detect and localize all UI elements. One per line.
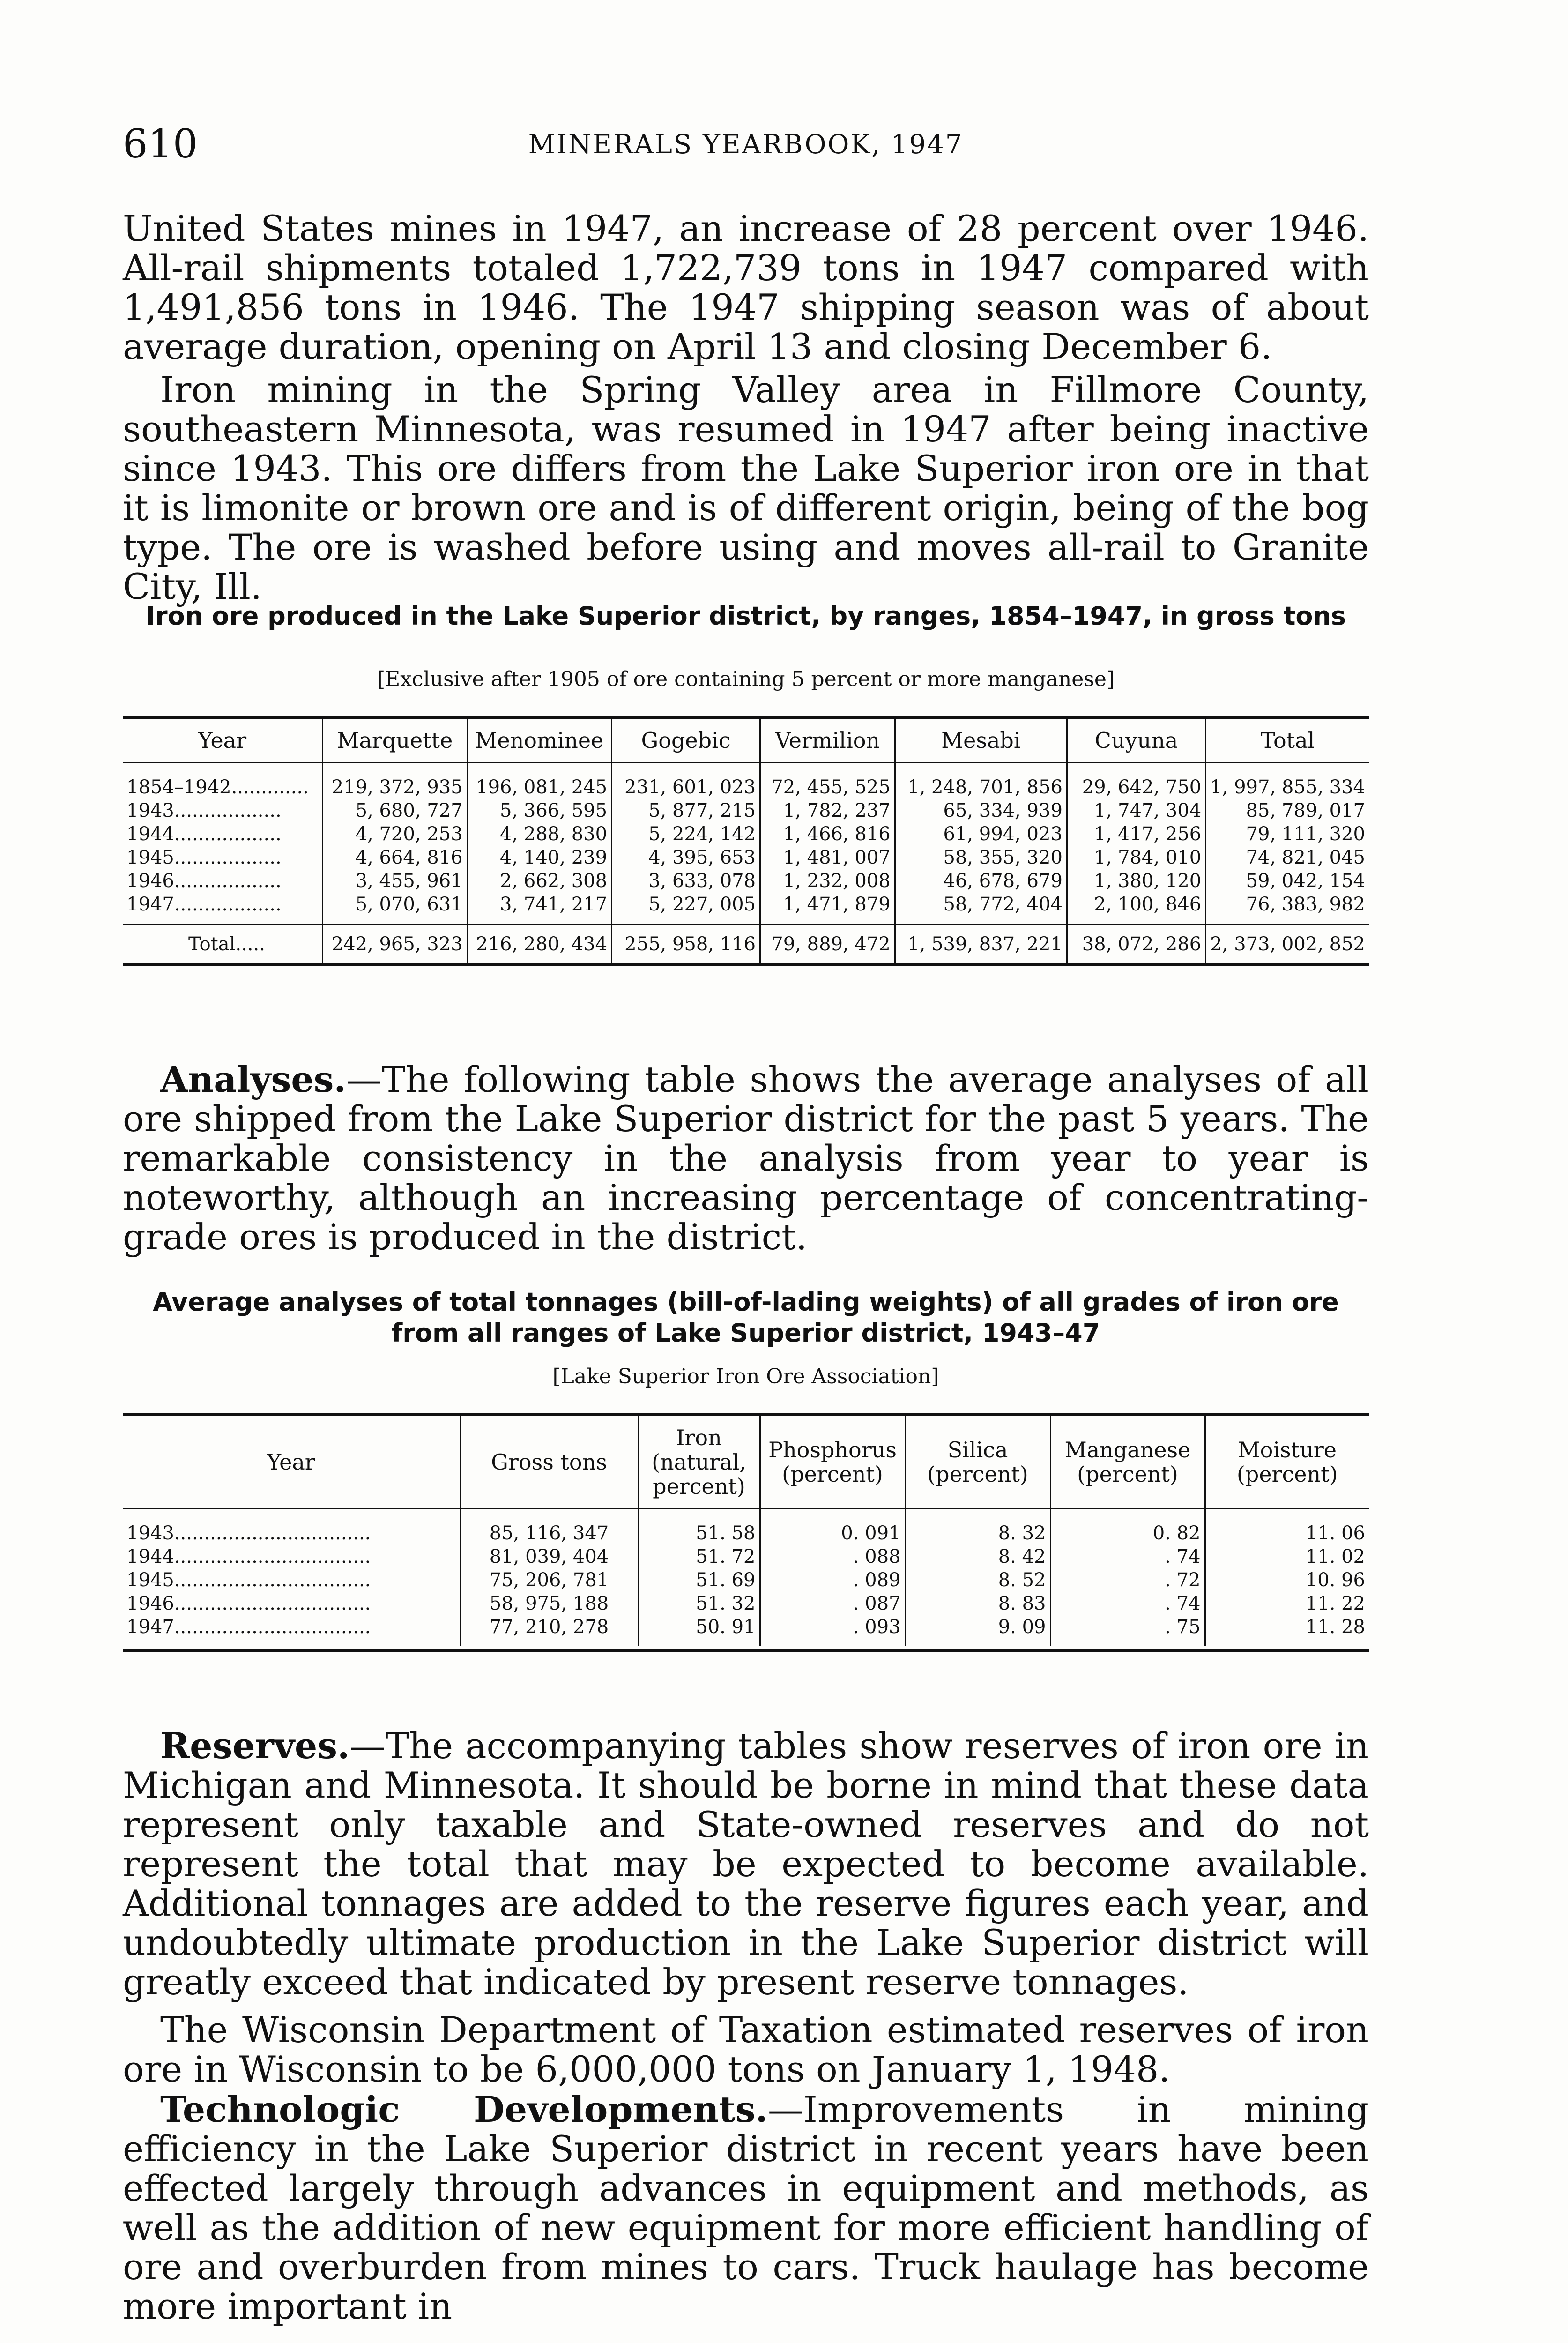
year-cell: 1944................................. — [126, 1546, 371, 1567]
table-row — [123, 799, 1369, 822]
paragraph-technologic — [123, 2090, 1369, 2326]
section-lead-technologic: Technologic Developments. — [160, 2089, 768, 2130]
average-analyses-table — [123, 1413, 1369, 1652]
column-header: Total — [1206, 717, 1369, 763]
table-header-row — [123, 717, 1369, 763]
section-lead-analyses: Analyses. — [160, 1059, 346, 1100]
paragraph-shipments — [123, 209, 1369, 366]
column-header: Gross tons — [460, 1415, 638, 1509]
table-row — [123, 1568, 1369, 1592]
data-cell: 1, 481, 007 — [760, 846, 895, 869]
data-cell: 1, 248, 701, 856 — [895, 763, 1067, 799]
data-cell: . 72 — [1050, 1568, 1205, 1592]
data-cell: 58, 772, 404 — [895, 893, 1067, 925]
year-cell: 1943.................. — [126, 800, 282, 821]
data-cell: 5, 070, 631 — [323, 893, 467, 925]
page-number: 610 — [123, 121, 198, 167]
year-cell: 1945................................. — [126, 1569, 371, 1591]
production-by-ranges-table — [123, 716, 1369, 966]
paragraph-text: —The accompanying tables show reserves of iron ore in Michigan and Minnesota. It should be borne in mind that these data represent only taxable and State-owned reserves and do not represent the total that may be expected to become available. Additional tonnages are added to the reserve figures each year, and undoubtedly ultimate production in the Lake Superior district will greatly exceed that indicated by present reserve tonnages. — [123, 1725, 1369, 2003]
data-cell: 11. 22 — [1205, 1592, 1369, 1615]
data-cell: 72, 455, 525 — [760, 763, 895, 799]
data-cell: 4, 140, 239 — [467, 846, 611, 869]
data-cell: 3, 741, 217 — [467, 893, 611, 925]
data-cell: 8. 52 — [905, 1568, 1050, 1592]
data-cell: 1, 417, 256 — [1067, 822, 1205, 846]
paragraph-text: United States mines in 1947, an increase of 28 percent over 1946. All-rail shipments totaled 1,722,739 tons in 1947 compared with 1,491,856 tons in 1946. The 1947 shipping season was of about average duration, opening on April 13 and closing December 6. — [123, 208, 1369, 367]
year-cell: 1944.................. — [126, 823, 282, 845]
column-header: Marquette — [323, 717, 467, 763]
paragraph-text: Iron mining in the Spring Valley area in Fillmore County, southeastern Minnesota, was resumed in 1947 after being inactive since 1943. This ore differs from the Lake Superior iron ore in that it is limonite or brown ore and is of different origin, being of the bog type. The ore is washed before using and moves all-rail to Granite City, Ill. — [123, 369, 1369, 607]
data-cell: 1, 747, 304 — [1067, 799, 1205, 822]
total-cell: 38, 072, 286 — [1067, 925, 1205, 965]
table-header-row — [123, 1415, 1369, 1509]
table-row — [123, 869, 1369, 893]
column-header: Vermilion — [760, 717, 895, 763]
data-cell: 46, 678, 679 — [895, 869, 1067, 893]
data-cell: 3, 633, 078 — [612, 869, 760, 893]
data-cell: 1, 997, 855, 334 — [1206, 763, 1369, 799]
year-cell: 1945.................. — [126, 847, 282, 868]
paragraph-text: —The following table shows the average analyses of all ore shipped from the Lake Superior district for the past 5 years. The remarkable consistency in the analysis from year to year is noteworthy, although an increasing percentage of concentrating-grade ores is produced in the district. — [123, 1059, 1369, 1258]
data-cell: 51. 32 — [638, 1592, 760, 1615]
data-cell: 11. 28 — [1205, 1615, 1369, 1646]
total-cell: 242, 965, 323 — [323, 925, 467, 965]
column-header: Mesabi — [895, 717, 1067, 763]
data-cell: . 088 — [760, 1545, 905, 1568]
data-cell: 58, 355, 320 — [895, 846, 1067, 869]
data-cell: 85, 789, 017 — [1206, 799, 1369, 822]
data-cell: 74, 821, 045 — [1206, 846, 1369, 869]
table-row — [123, 763, 1369, 799]
data-cell: 4, 395, 653 — [612, 846, 760, 869]
data-cell: 5, 366, 595 — [467, 799, 611, 822]
year-cell: 1943................................. — [126, 1522, 371, 1544]
table2-subtitle: [Lake Superior Iron Ore Association] — [552, 1365, 939, 1388]
column-header: Iron (natural, percent) — [638, 1415, 760, 1509]
data-cell: 59, 042, 154 — [1206, 869, 1369, 893]
data-cell: . 093 — [760, 1615, 905, 1646]
table-row — [123, 1615, 1369, 1646]
paragraph-spring-valley — [123, 370, 1369, 606]
column-header: Manganese (percent) — [1050, 1415, 1205, 1509]
data-cell: 11. 06 — [1205, 1509, 1369, 1545]
paragraph-wisconsin — [123, 2010, 1369, 2089]
page-header — [123, 121, 1369, 172]
paragraph-text: The Wisconsin Department of Taxation estimated reserves of iron ore in Wisconsin to be 6,000,000 tons on January 1, 1948. — [123, 2009, 1369, 2090]
data-cell: 5, 877, 215 — [612, 799, 760, 822]
table-row — [123, 1545, 1369, 1568]
table-row — [123, 822, 1369, 846]
data-cell: 51. 58 — [638, 1509, 760, 1545]
data-cell: 2, 100, 846 — [1067, 893, 1205, 925]
data-cell: 1, 782, 237 — [760, 799, 895, 822]
data-cell: 76, 383, 982 — [1206, 893, 1369, 925]
column-header: Cuyuna — [1067, 717, 1205, 763]
column-header: Year — [123, 717, 323, 763]
data-cell: . 74 — [1050, 1545, 1205, 1568]
data-cell: 85, 116, 347 — [460, 1509, 638, 1545]
data-cell: 4, 720, 253 — [323, 822, 467, 846]
data-cell: 51. 72 — [638, 1545, 760, 1568]
table-row — [123, 1592, 1369, 1615]
column-header: Year — [123, 1415, 460, 1509]
total-label: Total..... — [123, 925, 323, 965]
data-cell: 1, 471, 879 — [760, 893, 895, 925]
data-cell: 9. 09 — [905, 1615, 1050, 1646]
data-cell: 75, 206, 781 — [460, 1568, 638, 1592]
total-cell: 1, 539, 837, 221 — [895, 925, 1067, 965]
paragraph-text: —Improvements in mining efficiency in the Lake Superior district in recent years have been effected largely through advances in equipment and methods, as well as the addition of new equipment for more efficient handling of ore and overburden from mines to cars. Truck haulage has become more important in — [123, 2089, 1369, 2327]
year-cell: 1946.................. — [126, 870, 282, 892]
data-cell: 2, 662, 308 — [467, 869, 611, 893]
paragraph-analyses — [123, 1060, 1369, 1257]
year-cell: 1947.................. — [126, 894, 282, 915]
data-cell: 10. 96 — [1205, 1568, 1369, 1592]
data-cell: 5, 224, 142 — [612, 822, 760, 846]
table-row — [123, 1509, 1369, 1545]
data-cell: 65, 334, 939 — [895, 799, 1067, 822]
total-cell: 255, 958, 116 — [612, 925, 760, 965]
data-cell: 51. 69 — [638, 1568, 760, 1592]
total-cell: 216, 280, 434 — [467, 925, 611, 965]
running-title: MINERALS YEARBOOK, 1947 — [528, 129, 964, 160]
table-row — [123, 893, 1369, 925]
section-lead-reserves: Reserves. — [160, 1725, 350, 1767]
data-cell: 79, 111, 320 — [1206, 822, 1369, 846]
data-cell: 5, 227, 005 — [612, 893, 760, 925]
data-cell: 50. 91 — [638, 1615, 760, 1646]
data-cell: 1, 232, 008 — [760, 869, 895, 893]
data-cell: 4, 288, 830 — [467, 822, 611, 846]
column-header: Menominee — [467, 717, 611, 763]
column-header: Silica (percent) — [905, 1415, 1050, 1509]
column-header: Moisture (percent) — [1205, 1415, 1369, 1509]
data-cell: . 75 — [1050, 1615, 1205, 1646]
data-cell: 1, 466, 816 — [760, 822, 895, 846]
table1-title: Iron ore produced in the Lake Superior district, by ranges, 1854–1947, in gross tons — [145, 601, 1346, 631]
data-cell: 8. 42 — [905, 1545, 1050, 1568]
data-cell: 196, 081, 245 — [467, 763, 611, 799]
data-cell: . 087 — [760, 1592, 905, 1615]
data-cell: 3, 455, 961 — [323, 869, 467, 893]
data-cell: 29, 642, 750 — [1067, 763, 1205, 799]
data-cell: 5, 680, 727 — [323, 799, 467, 822]
data-cell: 8. 32 — [905, 1509, 1050, 1545]
data-cell: 61, 994, 023 — [895, 822, 1067, 846]
total-cell: 79, 889, 472 — [760, 925, 895, 965]
data-cell: . 74 — [1050, 1592, 1205, 1615]
data-cell: 81, 039, 404 — [460, 1545, 638, 1568]
data-cell: 1, 784, 010 — [1067, 846, 1205, 869]
column-header: Gogebic — [612, 717, 760, 763]
data-cell: . 089 — [760, 1568, 905, 1592]
table-row — [123, 846, 1369, 869]
data-cell: 1, 380, 120 — [1067, 869, 1205, 893]
total-cell: 2, 373, 002, 852 — [1206, 925, 1369, 965]
table1-subtitle: [Exclusive after 1905 of ore containing 5 percent or more manganese] — [377, 667, 1115, 691]
data-cell: 58, 975, 188 — [460, 1592, 638, 1615]
data-cell: 77, 210, 278 — [460, 1615, 638, 1646]
data-cell: 11. 02 — [1205, 1545, 1369, 1568]
paragraph-reserves — [123, 1726, 1369, 2002]
data-cell: 0. 82 — [1050, 1509, 1205, 1545]
data-cell: 4, 664, 816 — [323, 846, 467, 869]
column-header: Phosphorus (percent) — [760, 1415, 905, 1509]
year-cell: 1946................................. — [126, 1593, 371, 1614]
data-cell: 219, 372, 935 — [323, 763, 467, 799]
table2-title: Average analyses of total tonnages (bill-of-lading weights) of all grades of iron ore from all ranges of Lake Superior district, 1943–47 — [153, 1287, 1339, 1348]
data-cell: 0. 091 — [760, 1509, 905, 1545]
data-cell: 8. 83 — [905, 1592, 1050, 1615]
total-row — [123, 925, 1369, 965]
data-cell: 231, 601, 023 — [612, 763, 760, 799]
year-cell: 1947................................. — [126, 1616, 371, 1638]
year-cell: 1854–1942............. — [126, 776, 309, 798]
